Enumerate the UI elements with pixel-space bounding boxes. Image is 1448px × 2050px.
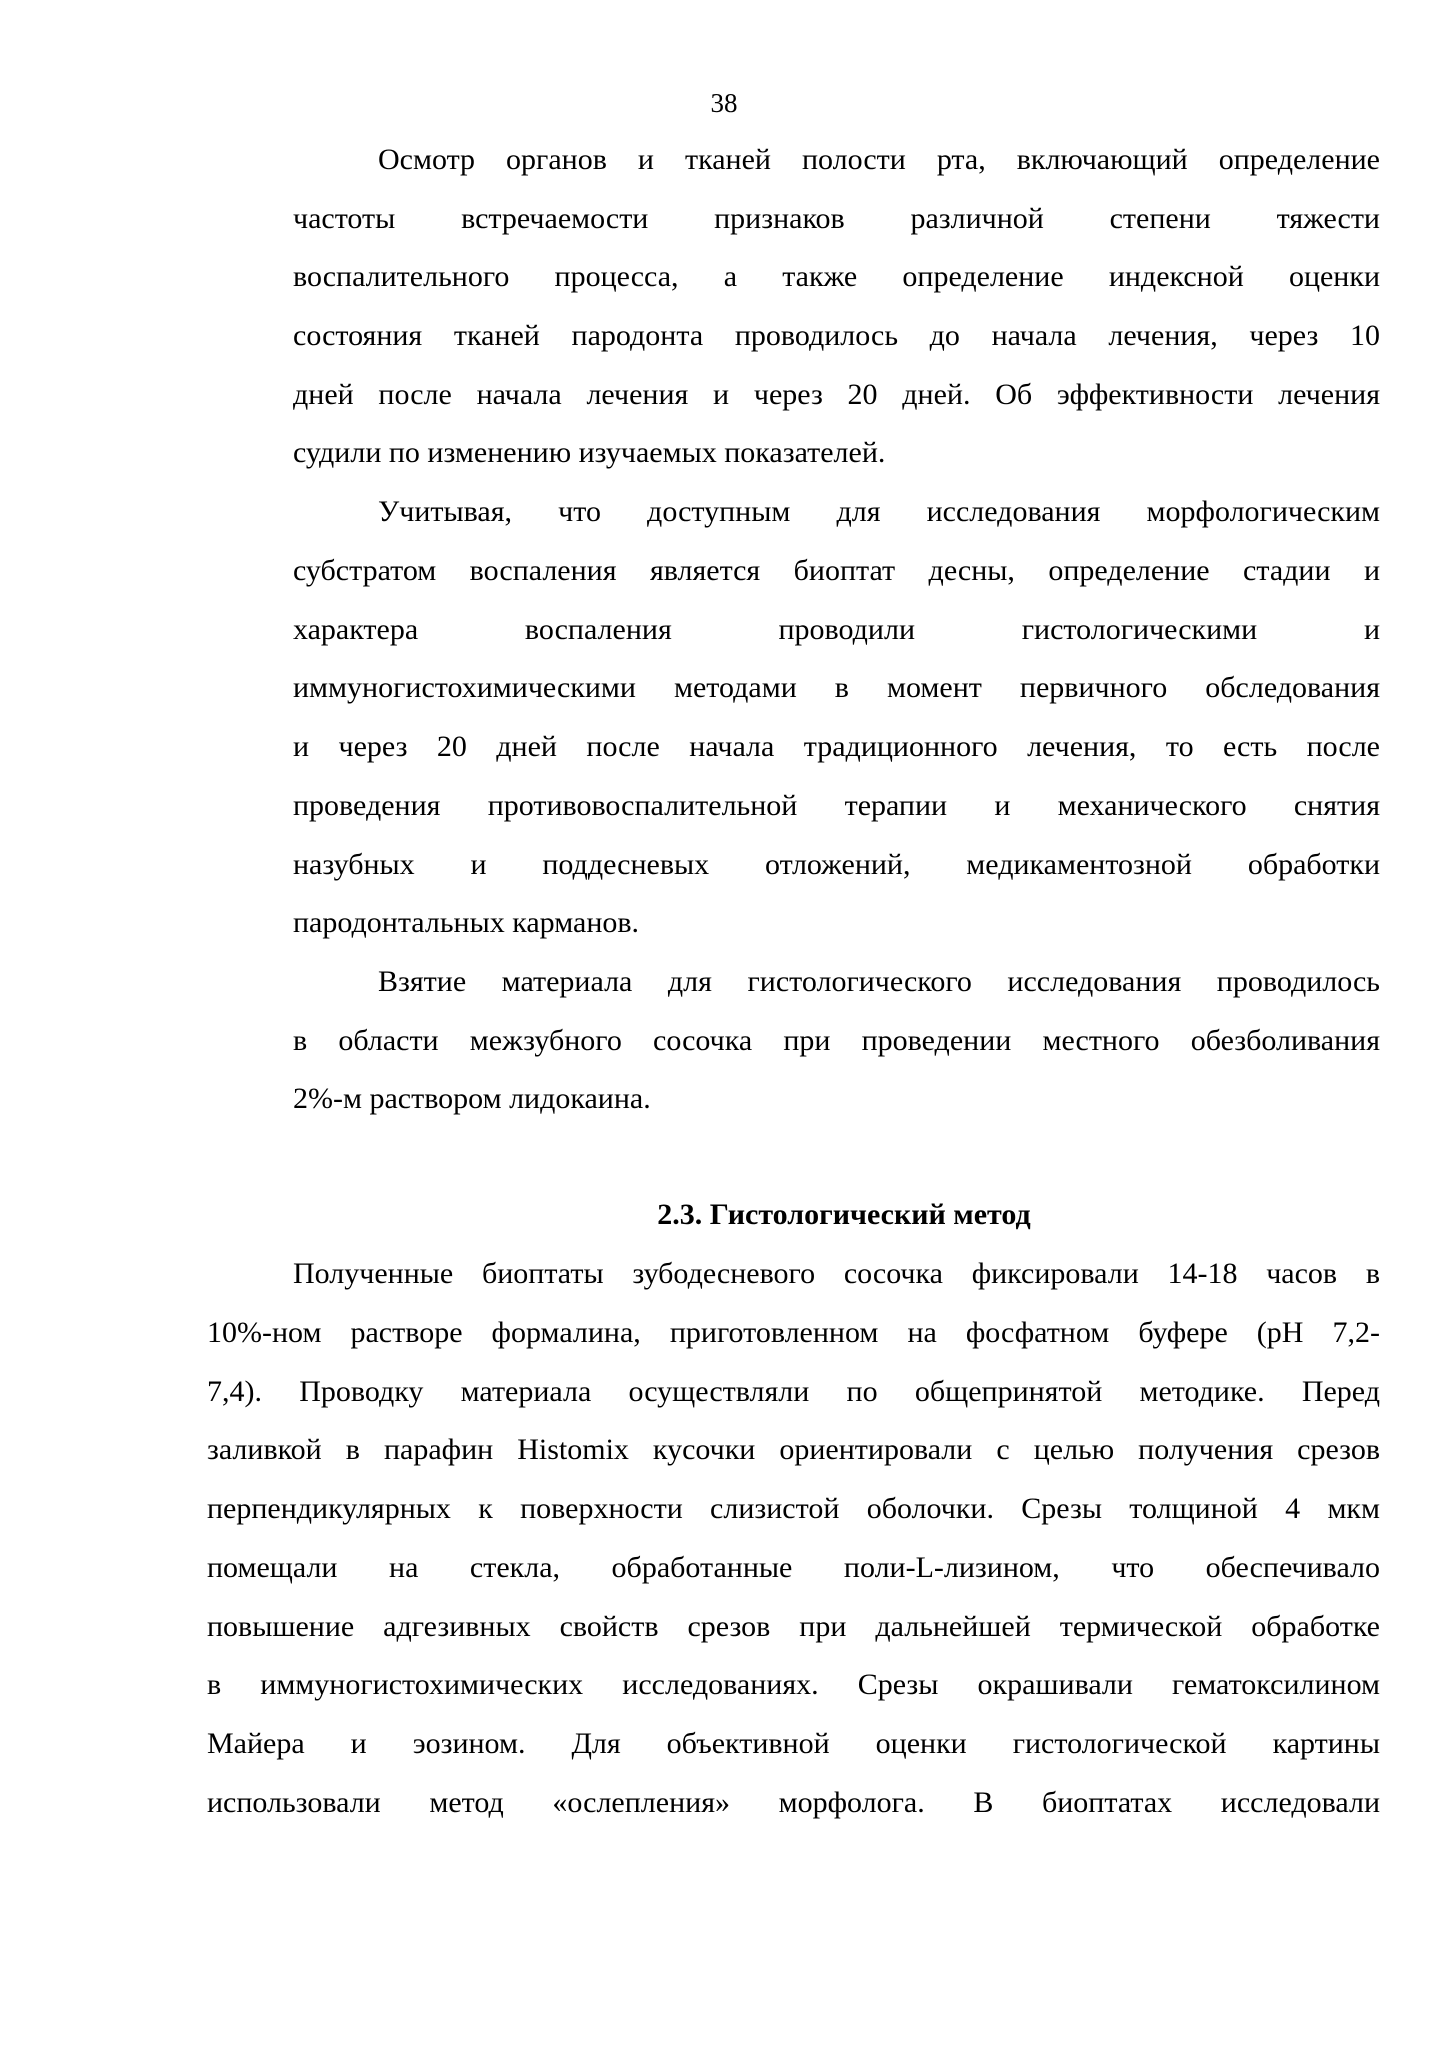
- text-line: в области межзубного сосочка при проведении местного обезболивания: [293, 1024, 1380, 1057]
- text-line: дней после начала лечения и через 20 дней. Об эффективности лечения: [293, 378, 1380, 411]
- text-line: Взятие материала для гистологического исследования проводилось: [378, 965, 1380, 998]
- text-line: иммуногистохимическими методами в момент первичного обследования: [293, 671, 1380, 704]
- text-line: 10%-ном растворе формалина, приготовленном на фосфатном буфере (pH 7,2-: [207, 1316, 1380, 1349]
- text-line: 7,4). Проводку материала осуществляли по общепринятой методике. Перед: [207, 1375, 1380, 1408]
- text-line: проведения противовоспалительной терапии и механического снятия: [293, 789, 1380, 822]
- text-line: состояния тканей пародонта проводилось до начала лечения, через 10: [293, 319, 1380, 352]
- text-line: использовали метод «ослепления» морфолога. В биоптатах исследовали: [207, 1786, 1380, 1819]
- text-line: субстратом воспаления является биоптат десны, определение стадии и: [293, 554, 1380, 587]
- text-line: заливкой в парафин Histomix кусочки ориентировали с целью получения срезов: [207, 1433, 1380, 1466]
- text-line: судили по изменению изучаемых показателей.: [293, 436, 886, 469]
- text-line: Осмотр органов и тканей полости рта, включающий определение: [378, 143, 1380, 176]
- text-line: в иммуногистохимических исследованиях. Срезы окрашивали гематоксилином: [207, 1668, 1380, 1701]
- text-line: назубных и поддесневых отложений, медикаментозной обработки: [293, 848, 1380, 881]
- text-line: перпендикулярных к поверхности слизистой оболочки. Срезы толщиной 4 мкм: [207, 1492, 1380, 1525]
- text-line: воспалительного процесса, а также определение индексной оценки: [293, 260, 1380, 293]
- text-line: Полученные биоптаты зубодесневого сосочка фиксировали 14-18 часов в: [293, 1257, 1380, 1290]
- text-line: и через 20 дней после начала традиционного лечения, то есть после: [293, 730, 1380, 763]
- text-line: характера воспаления проводили гистологическими и: [293, 613, 1380, 646]
- text-line: Майера и эозином. Для объективной оценки гистологической картины: [207, 1727, 1380, 1760]
- text-line: 2%-м раствором лидокаина.: [293, 1082, 651, 1115]
- text-line: повышение адгезивных свойств срезов при дальнейшей термической обработке: [207, 1610, 1380, 1643]
- section-heading: 2.3. Гистологический метод: [657, 1198, 1031, 1231]
- page-number: 38: [710, 88, 738, 118]
- text-line: пародонтальных карманов.: [293, 906, 640, 939]
- text-line: помещали на стекла, обработанные поли-L-лизином, что обеспечивало: [207, 1551, 1380, 1584]
- text-line: частоты встречаемости признаков различной степени тяжести: [293, 202, 1380, 235]
- text-line: Учитывая, что доступным для исследования морфологическим: [378, 495, 1380, 528]
